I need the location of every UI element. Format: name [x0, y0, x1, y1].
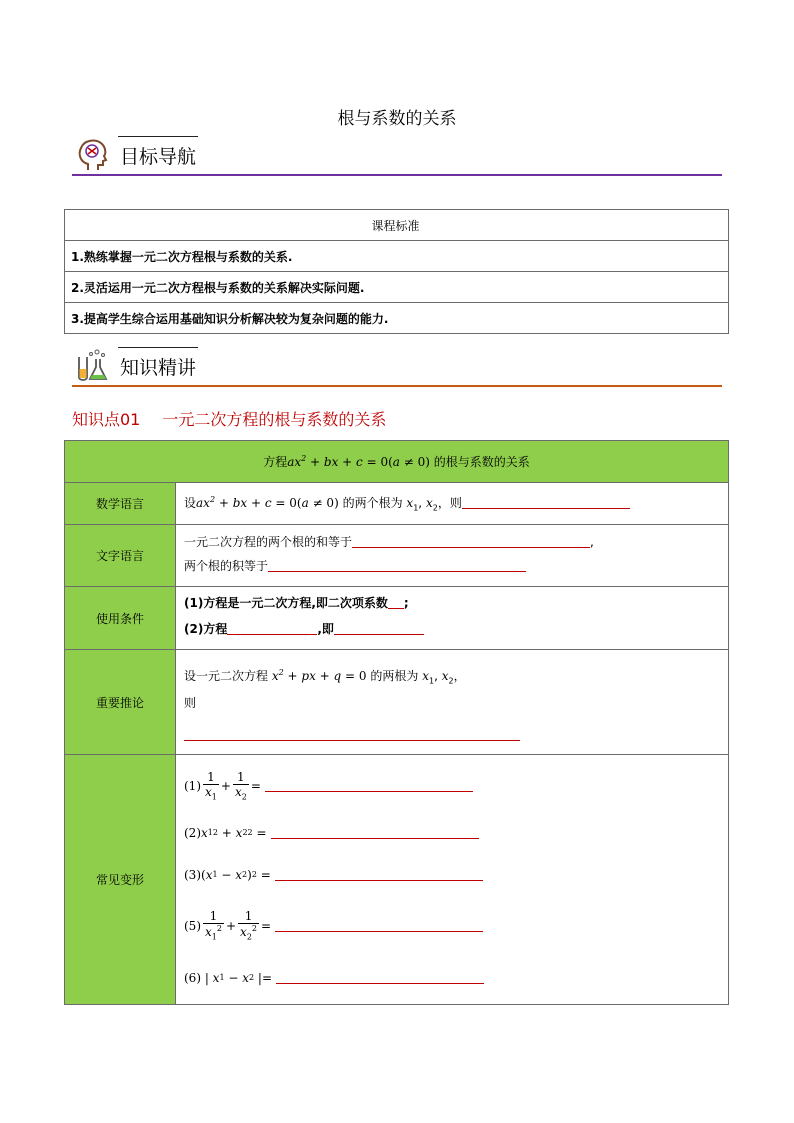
section-knowledge-lecture	[72, 347, 722, 387]
brain-head-icon	[74, 136, 110, 172]
answer-blank[interactable]	[268, 559, 526, 572]
section-goal-navigation	[72, 136, 722, 176]
knowledge-table	[64, 440, 729, 1005]
section-rule	[72, 385, 722, 387]
section-rule	[72, 174, 722, 176]
section-heading: 知识精讲	[120, 357, 197, 379]
answer-blank[interactable]	[352, 535, 590, 548]
row-label: 使用条件	[65, 587, 176, 650]
standard-item: 2.灵活运用一元二次方程根与系数的关系解决实际问题.	[65, 272, 729, 303]
answer-blank[interactable]	[275, 919, 483, 932]
conditions-cell: (1)方程是一元二次方程,即二次项系数 ; (2)方程 ,即	[176, 587, 729, 650]
answer-blank[interactable]	[276, 971, 484, 984]
text-language-cell: 一元二次方程的两个根的和等于 , 两个根的积等于	[176, 525, 729, 587]
answer-blank[interactable]	[462, 496, 630, 509]
row-label: 重要推论	[65, 650, 176, 755]
variants-cell: (1) 1 $x_1$ + $\frac{1}{x_2}$ = (2) x 1 2 + x 2 2 = (3) ( x 1 − x 2 ) 2 = (5) 1 $x_1^2$ + $\frac{1}{x_2^2}$ = (6) | x 1 − x 2 |=	[176, 755, 729, 1005]
course-standards-table	[64, 209, 729, 334]
row-label: 文字语言	[65, 525, 176, 587]
standard-item: 1.熟练掌握一元二次方程根与系数的关系.	[65, 241, 729, 272]
row-label: 数学语言	[65, 483, 176, 525]
lab-flask-icon	[74, 347, 110, 383]
answer-blank[interactable]	[184, 728, 520, 741]
document-title: 根与系数的关系	[337, 109, 457, 129]
knowledge-point-number: 知识点01	[72, 410, 141, 429]
answer-blank[interactable]	[275, 868, 483, 881]
answer-blank[interactable]	[271, 826, 479, 839]
section-heading: 目标导航	[120, 146, 197, 168]
inference-cell: 设一元二次方程 $x^2$ + px + q = 0 的两根为 $x_1$, $x_2$， 则	[176, 650, 729, 755]
answer-blank[interactable]	[388, 596, 404, 609]
table-header: 方程$ax^2$ + bx + c = 0(a ≠ 0) 的根与系数的关系	[65, 441, 729, 483]
knowledge-point-title	[72, 407, 386, 430]
answer-blank[interactable]	[265, 779, 473, 792]
standards-header: 课程标准	[65, 210, 729, 241]
row-label: 常见变形	[65, 755, 176, 1005]
math-language-cell: 设$ax^2$ + bx + c = 0(a ≠ 0) 的两个根为 $x_1$, $x_2$，则	[176, 483, 729, 525]
answer-blank[interactable]	[227, 622, 317, 635]
answer-blank[interactable]	[334, 622, 424, 635]
knowledge-point-name: 一元二次方程的根与系数的关系	[162, 410, 387, 429]
standard-item: 3.提高学生综合运用基础知识分析解决较为复杂问题的能力.	[65, 303, 729, 334]
